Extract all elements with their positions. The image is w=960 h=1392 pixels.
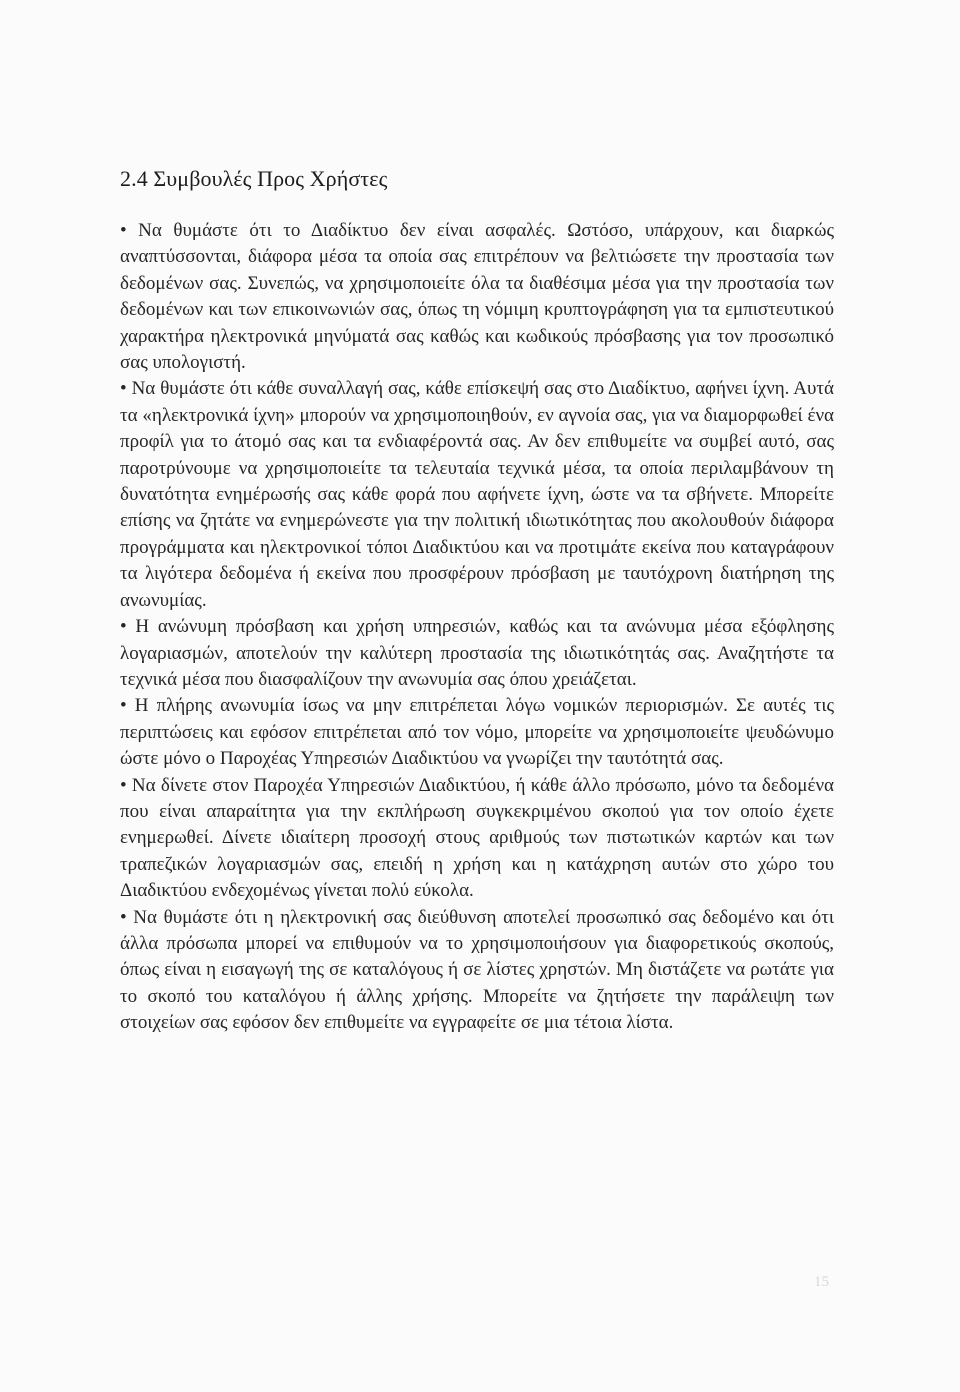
paragraph-anonymous-access: • Η ανώνυμη πρόσβαση και χρήση υπηρεσιών, καθώς και τα ανώνυμα μέσα εξόφλησης λογαριασμών, αποτελούν την καλύτερη προστασία της ιδιωτικότητάς σας. Αναζητήστε τα τεχνικά μέσα που διασφαλίζουν την ανωνυμία σας όπου χρειάζεται.: [120, 616, 834, 690]
section-heading: 2.4 Συμβουλές Προς Χρήστες: [120, 166, 388, 191]
body-text: [120, 218, 834, 1037]
page-number: 15: [814, 1274, 829, 1290]
paragraph-email-address: • Να θυμάστε ότι η ηλεκτρονική σας διεύθυνση αποτελεί προσωπικό σας δεδομένο και ότι άλλα πρόσωπα μπορεί να επιθυμούν να το χρησιμοποιήσουν για διαφορετικούς σκοπούς, όπως είναι η εισαγωγή της σε καταλόγους ή σε λίστες χρηστών. Μη διστάζετε να ρωτάτε για το σκοπό του καταλόγου ή άλλης χρήσης. Μπορείτε να ζητήσετε την παράλειψη των στοιχείων σας εφόσον δεν επιθυμείτε να εγγραφείτε σε μια τέτοια λίστα.: [120, 906, 834, 1034]
paragraph-online-traces: • Να θυμάστε ότι κάθε συναλλαγή σας, κάθε επίσκεψή σας στο Διαδίκτυο, αφήνει ίχνη. Αυτά τα «ηλεκτρονικά ίχνη» μπορούν να χρησιμοποιηθούν, εν αγνοία σας, για να διαμορφωθεί ένα προφίλ για το άτομό σας και τα ενδιαφέροντά σας. Αν δεν επιθυμείτε να συμβεί αυτό, σας παροτρύνουμε να χρησιμοποιείτε τα τελευταία τεχνικά μέσα, τα οποία περιλαμβάνουν τη δυνατότητα ενημέρωσής σας κάθε φορά που αφήνετε ίχνη, ώστε να τα σβήνετε. Μπορείτε επίσης να ζητάτε να ενημερώνεστε για την πολιτική ιδιωτικότητας που ακολουθούν διάφορα προγράμματα και ηλεκτρονικοί τόποι Διαδικτύου και να προτιμάτε εκείνα που καταγράφουν τα λιγότερα δεδομένα ή εκείνα που προσφέρουν πρόσβαση με ταυτόχρονη διατήρηση της ανωνυμίας.: [120, 378, 834, 611]
paragraph-internet-not-safe: • Να θυμάστε ότι το Διαδίκτυο δεν είναι ασφαλές. Ωστόσο, υπάρχουν, και διαρκώς αναπτύσσονται, διάφορα μέσα τα οποία σας επιτρέπουν να βελτιώσετε την προστασία των δεδομένων σας. Συνεπώς, να χρησιμοποιείτε όλα τα διαθέσιμα μέσα για την προστασία των δεδομένων και των επικοινωνιών σας, όπως τη νόμιμη κρυπτογράφηση για τα εμπιστευτικού χαρακτήρα ηλεκτρονικά μηνύματά σας καθώς και κωδικούς πρόσβασης για τον προσωπικό σας υπολογιστή.: [120, 220, 834, 374]
paragraph-pseudonym: • Η πλήρης ανωνυμία ίσως να μην επιτρέπεται λόγω νομικών περιορισμών. Σε αυτές τις περιπτώσεις και εφόσον επιτρέπεται από τον νόμο, μπορείτε να χρησιμοποιείτε ψευδώνυμο ώστε μόνο ο Παροχέας Υπηρεσιών Διαδικτύου να γνωρίζει την ταυτότητά σας.: [120, 695, 834, 770]
paragraph-necessary-data: • Να δίνετε στον Παροχέα Υπηρεσιών Διαδικτύου, ή κάθε άλλο πρόσωπο, μόνο τα δεδομένα που είναι απαραίτητα για την εκπλήρωση συγκεκριμένου σκοπού για τον οποίο έχετε ενημερωθεί. Δίνετε ιδιαίτερη προσοχή στους αριθμούς των πιστωτικών καρτών και των τραπεζικών λογαριασμών σας, επειδή η χρήση και η κατάχρηση αυτών στο χώρο του Διαδικτύου ενδεχομένως γίνεται πολύ εύκολα.: [120, 774, 834, 902]
